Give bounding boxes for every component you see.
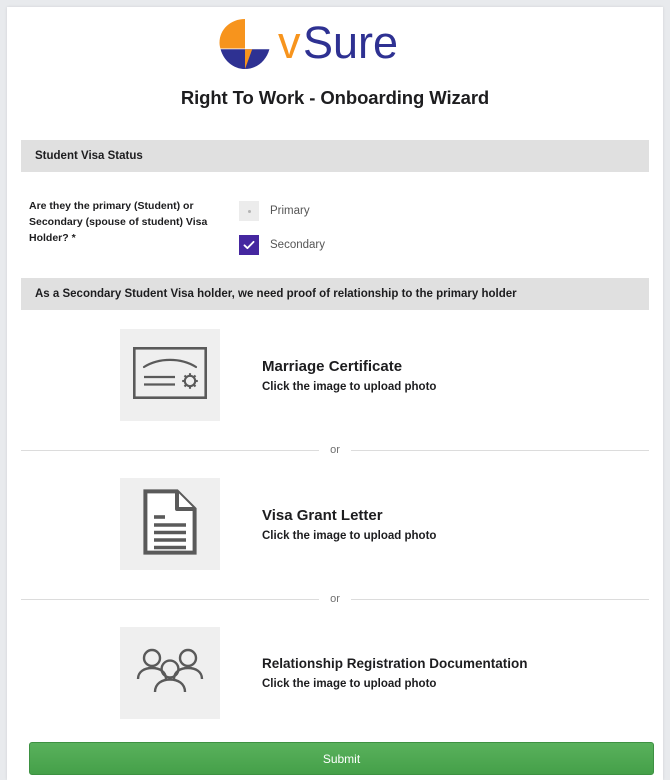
- brand-wordmark: [278, 16, 456, 72]
- section-banner-proof: As a Secondary Student Visa holder, we need proof of relationship to the primary holder: [21, 278, 649, 310]
- vsure-circular-v-logo-icon: [214, 15, 276, 73]
- brand-logo: [185, 7, 485, 69]
- checkmark-icon[interactable]: [239, 235, 259, 255]
- upload-subtitle-visa-grant-letter: Click the image to upload photo: [262, 529, 437, 542]
- upload-row-relationship-registration: [21, 627, 649, 719]
- svg-text:Sure: Sure: [303, 17, 399, 68]
- visa-holder-options: [239, 199, 325, 267]
- empty-checkbox-icon[interactable]: [239, 201, 259, 221]
- upload-subtitle-relationship-registration: Click the image to upload photo: [262, 677, 437, 690]
- or-label: or: [330, 443, 340, 456]
- upload-text-visa-grant-letter: [262, 507, 436, 542]
- or-divider-1: [21, 442, 649, 458]
- submit-button[interactable]: Submit: [29, 742, 654, 775]
- upload-row-visa-grant-letter: [21, 478, 649, 570]
- upload-text-relationship-registration: [262, 656, 528, 689]
- upload-row-marriage-certificate: [21, 329, 649, 421]
- option-secondary-label: Secondary: [270, 239, 325, 251]
- option-primary[interactable]: [239, 199, 325, 223]
- or-label: or: [330, 592, 340, 605]
- divider-line-left: [21, 599, 319, 600]
- svg-text:v: v: [278, 17, 301, 68]
- form-card: [7, 7, 663, 780]
- certificate-icon: [133, 347, 207, 404]
- divider-line-right: [351, 599, 649, 600]
- page-title: Right To Work - Onboarding Wizard: [180, 87, 490, 108]
- upload-thumb-visa-grant-letter[interactable]: [120, 478, 220, 570]
- upload-title-relationship-registration: Relationship Registration Documentation: [262, 656, 528, 672]
- visa-holder-question-label: Are they the primary (Student) or Secondary (spouse of student) Visa Holder? *: [29, 200, 208, 244]
- upload-subtitle-marriage-certificate: Click the image to upload photo: [262, 380, 437, 393]
- group-of-people-icon: [134, 645, 206, 702]
- upload-text-marriage-certificate: [262, 358, 436, 393]
- upload-title-marriage-certificate: Marriage Certificate: [262, 357, 403, 375]
- upload-thumb-marriage-certificate[interactable]: [120, 329, 220, 421]
- upload-title-visa-grant-letter: Visa Grant Letter: [262, 506, 383, 524]
- upload-thumb-relationship-registration[interactable]: [120, 627, 220, 719]
- option-primary-label: Primary: [270, 205, 310, 217]
- document-page-icon: [143, 489, 197, 560]
- divider-line-left: [21, 450, 319, 451]
- divider-line-right: [351, 450, 649, 451]
- or-divider-2: [21, 591, 649, 607]
- option-secondary[interactable]: [239, 233, 325, 257]
- section-banner-visa-status: Student Visa Status: [21, 140, 649, 172]
